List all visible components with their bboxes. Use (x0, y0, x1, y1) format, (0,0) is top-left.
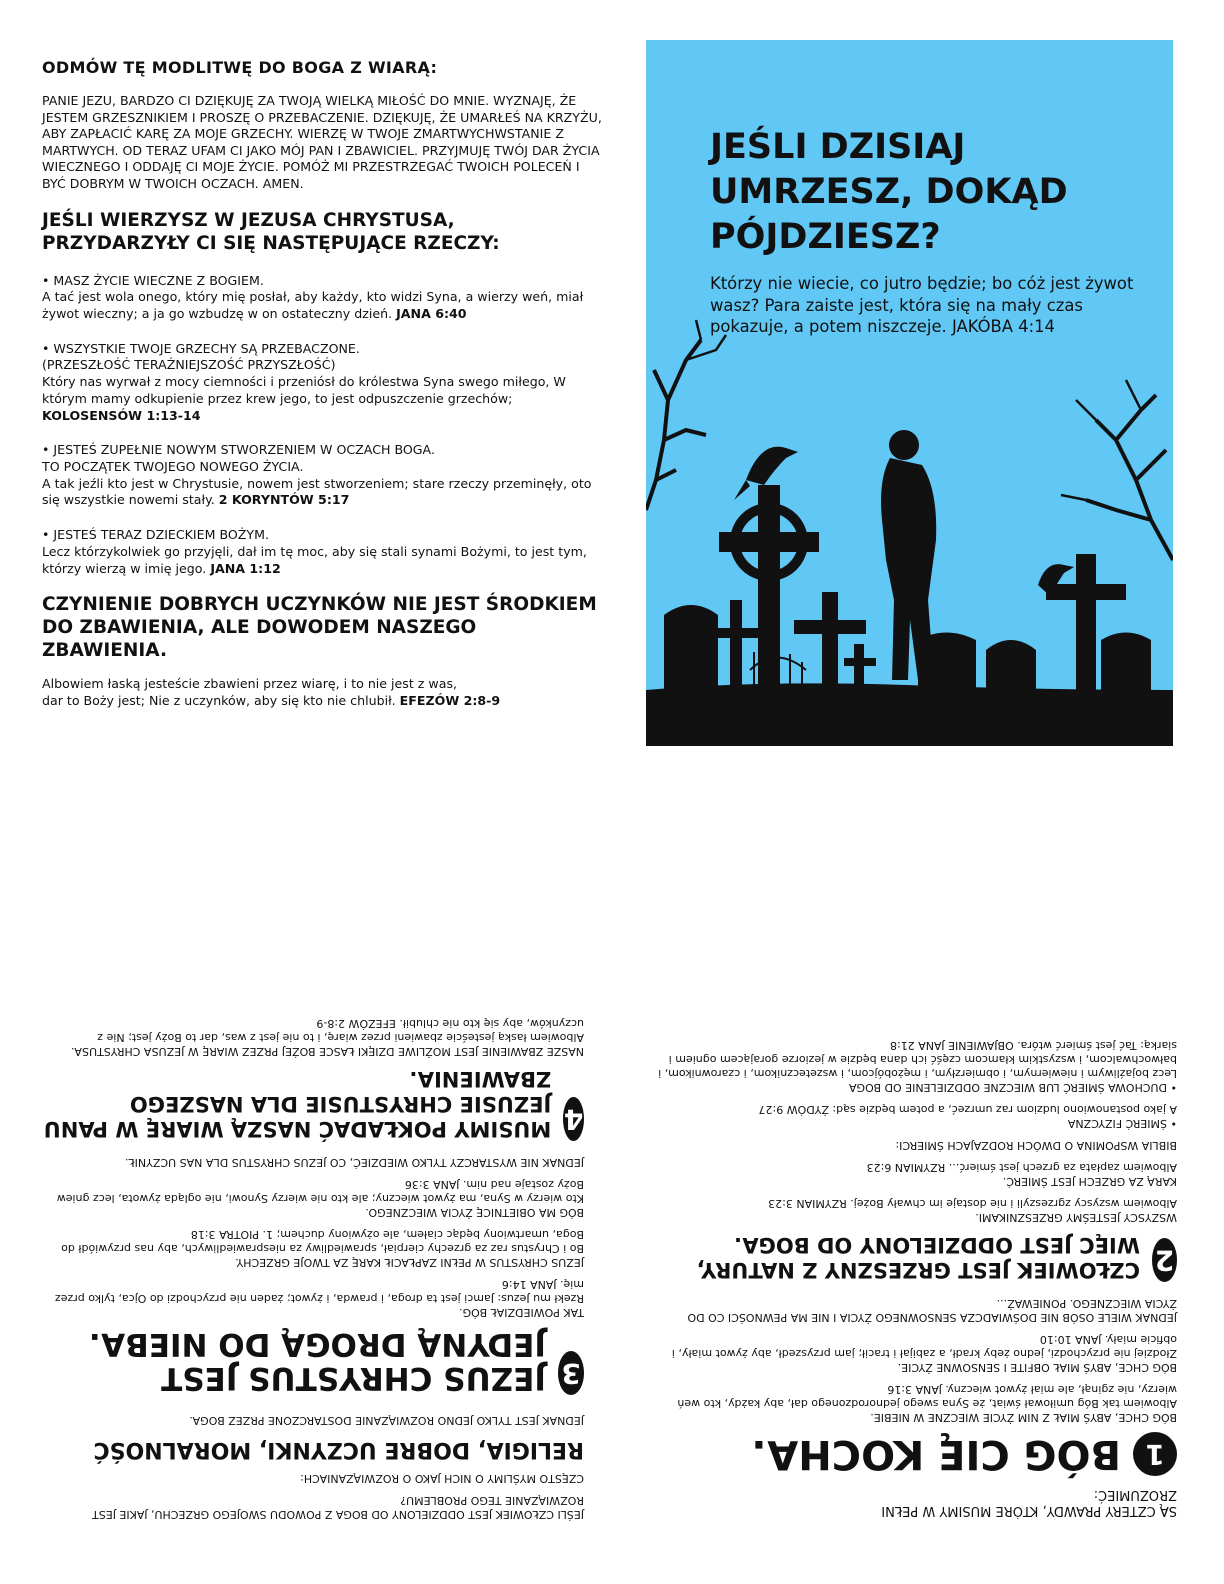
four-truths-intro: SĄ CZTERY PRAWDY, KTÓRE MUSIMY W PEŁNI ZROZUMIEĆ: (881, 1487, 1177, 1518)
cover-title: JEŚLI DZISIAJ UMRZESZ, DOKĄD PÓJDZIESZ? (710, 127, 1068, 257)
truth-1-title: 1 BÓG CIĘ KOCHA. (652, 1432, 1177, 1476)
truths-1-2-panel: SĄ CZTERY PRAWDY, KTÓRE MUSIMY W PEŁNI ZROZUMIEĆ: 1 BÓG CIĘ KOCHA. BÓG CHCE, ABYŚ MIAŁ Z NIM ŻYCIE WIECZNE W NIEBIE. Albowiem tak Bóg umiłował świat, że Syna swego jednorodzonego dał, aby każdy, kto weń wierzy, nie zginął, ale miał żywot wieczny. JANA 3:16 BÓG CHCE, ABYŚ MIAŁ OBFITE I SENSOWNE ŻYCIE. Złodziej nie przychodzi, jedno żeby kradł, a zabijał i tracił; jam przyszedł, aby żywot miały, i obficie miały. JANA 10:10 JEDNAK WIELE OSÓB NIE DOŚWIADCZA SENSOWNEGO ŻYCIA I NIE MA PEWNOŚCI CO DO ŻYCIA WIECZNEGO. PONIEWAŻ... 2 CZŁOWIEK JEST GRZESZNY Z NATURY, WIĘC JEST ODDZIELONY OD BOGA. WSZYSCY JESTEŚMY GRZESZNIKAMI. Albowiem wszyscy zgrzeszyli i nie dostaje im chwały Bożej. RZYMIAN 3:23 KARĄ ZA GRZECH JEST ŚMIERĆ. Albowiem zapłata za grzech jest śmierć... RZYMIAN 6:23 BIBLIA WSPOMINA O DWÓCH RODZAJACH ŚMIERCI: • ŚMIERĆ FIZYCZNA A jako postanowiono ludziom raz umrzeć, a potem będzie sąd: ŻYDÓW 9:27 • DUCHOWA ŚMIERĆ LUB WIECZNE ODDZIELENIE OD BOGA Lecz bojaźliwym i niewiernym, i obmierzłym, i mężobójcom, i wszetecznikom, i czarownikom, i bałwochwalcom, i wszystkim kłamcom część ich dana będzie w jeziorze gorającem ogniem i siarką: Tać jest śmierć wtóra. OBJAWIENIE JANA 21:8 (652, 847, 1177, 1518)
works-heading: CZYNIENIE DOBRYCH UCZYNKÓW NIE JEST ŚRODKIEM DO ZBAWIENIA, ALE DOWODEM NASZEGO ZBAWIENIA. (42, 594, 597, 662)
truth-2-title: 2 CZŁOWIEK JEST GRZESZNY Z NATURY, WIĘC JEST ODDZIELONY OD BOGA. (652, 1232, 1177, 1282)
believe-heading: JEŚLI WIERZYSZ W JEZUSA CHRYSTUSA, PRZYDARZYŁY CI SIĘ NASTĘPUJĄCE RZECZY: (42, 209, 500, 254)
religion-works-morality: RELIGIA, DOBRE UCZYNKI, MORALNOŚĆ (93, 1437, 584, 1462)
grace-verse: Albowiem łaską jesteście zbawieni przez wiarę, i to nie jest z was, dar to Boży jest; Nie z uczynków, aby się kto nie chlubił. EFEZÓW 2:8-9 (42, 676, 501, 709)
benefit-item: • WSZYSTKIE TWOJE GRZECHY SĄ PRZEBACZONE. (PRZESZŁOŚĆ TERAŹNIEJSZOŚĆ PRZYSZŁOŚĆ) Który nas wyrwał z mocy ciemności i przeniósł do królestwa Syna swego miłego, W którym mamy odkupienie przez krew jego, to jest odpuszczenie grzechów; KOLOSENSÓW 1:13-14 (42, 340, 566, 423)
truths-3-4-panel: JEŚLI CZŁOWIEK JEST ODDZIELONY OD BOGA Z POWODU SWOJEGO GRZECHU, JAKIE JEST ROZWIĄZANIE TEGO PROBLEMU? CZĘSTO MYŚLIMY O NICH JAKO O ROZWIĄZANIACH: RELIGIA, DOBRE UCZYNKI, MORALNOŚĆ JEDNAK JEST TYLKO JEDNO ROZWIĄZANIE DOSTARCZONE PRZEZ BOGA. 3 JEZUS CHRYSTUS JEST JEDYNĄ DROGĄ DO NIEBA. TAK POWIEDZIAŁ BÓG. Rzekł mu Jezus: Jamci jest ta droga, i prawda, i żywot; żaden nie przychodzi do Ojca, tylko przez mię. JANA 14:6 JEZUS CHRYSTUS W PEŁNI ZAPŁACIŁ KARĘ ZA TWOJE GRZECHY. Bo i Chrystus raz za grzechy cierpiał, sprawiedliwy za niesprawiedliwych, aby nas przywiódł do Boga, umartwiony będąc ciałem, ale ożywiony duchem; 1. PIOTRA 3:18 BÓG MA OBIETNICĘ ŻYCIA WIECZNEGO. Kto wierzy w Syna, ma żywot wieczny; ale kto nie wierzy Synowi, nie ogląda żywota, lecz gniew Boży zostaje nad nim. JANA 3:36 JEDNAK NIE WYSTARCZY TYLKO WIEDZIEĆ, CO JEZUS CHRYSTUS DLA NAS UCZYNIŁ. 4 MUSIMY POKŁADAĆ NASZĄ WIARĘ W PANU JEZUSIE CHRYSTUSIE DLA NASZEGO ZBAWIENIA. NASZE ZBAWIENIE JEST MOŻLIWE DZIĘKI ŁASCE BOŻEJ PRZEZ WIARĘ W JEZUSA CHRYSTUSA. Albowiem łaską jesteście zbawieni przez wiarę, i to nie jest z was, dar to Boży jest; Nie z uczynków, aby się kto nie chlubił. EFEZÓW 2:8-9 (40, 836, 584, 1521)
benefit-item: • JESTEŚ TERAZ DZIECKIEM BOŻYM. Lecz którzykolwiek go przyjęli, dał im tę moc, aby się stali synami Bożymi, to jest tym, którzy wierzą w imię jego. JANA 1:12 (42, 527, 587, 576)
cover-verse: Którzy nie wiecie, co jutro będzie; bo cóż jest żywot wasz? Para zaiste jest, która się na mały czas pokazuje, a potem niszczeje. JAKÓBA 4:14 (710, 274, 1134, 336)
cover-panel (646, 40, 1173, 746)
truth-3-title: 3 JEZUS CHRYSTUS JEST JEDYNĄ DROGĄ DO NIEBA. (40, 1327, 584, 1395)
prayer-text: PANIE JEZU, BARDZO CI DZIĘKUJĘ ZA TWOJĄ WIELKĄ MIŁOŚĆ DO MNIE. WYZNAJĘ, ŻE JESTEM GRZESZNIKIEM I PROSZĘ O PRZEBACZENIE. DZIĘKUJĘ, ŻE UMARŁEŚ NA KRZYŻU, ABY ZAPŁACIĆ KARĘ ZA MOJE GRZECHY. WIERZĘ W TWOJE ZMARTWYCHWSTANIE Z MARTWYCH. OD TERAZ UFAM CI JAKO MÓJ PAN I ZBAWICIEL. PRZYJMUJĘ TWÓJ DAR ŻYCIA WIECZNEGO I ODDAJĘ CI MOJE ŻYCIE. POMÓŻ MI PRZESTRZEGAĆ TWOICH POLECEŃ I BYĆ DOBRYM W TWOICH OCZACH. AMEN. (42, 93, 602, 191)
number-badge: 4 (563, 1097, 584, 1141)
number-badge: 2 (1152, 1238, 1177, 1282)
prayer-heading: ODMÓW TĘ MODLITWĘ DO BOGA Z WIARĄ: (42, 58, 438, 77)
prayer-panel (42, 58, 602, 710)
number-badge: 3 (558, 1351, 584, 1395)
benefit-item: • MASZ ŻYCIE WIECZNE Z BOGIEM. A tać jest wola onego, który mię posłał, aby każdy, kto widzi Syna, a wierzy weń, miał żywot wieczny; a ja go wzbudzę w on ostateczny dzień. JANA 6:40 (42, 272, 584, 321)
number-badge: 1 (1133, 1432, 1177, 1476)
problem-intro: JEŚLI CZŁOWIEK JEST ODDZIELONY OD BOGA Z POWODU SWOJEGO GRZECHU, JAKIE JEST ROZWIĄZANIE TEGO PROBLEMU? (92, 1494, 584, 1521)
truth-4-title: 4 MUSIMY POKŁADAĆ NASZĄ WIARĘ W PANU JEZUSIE CHRYSTUSIE DLA NASZEGO ZBAWIENIA. (43, 1067, 584, 1141)
benefit-item: • JESTEŚ ZUPEŁNIE NOWYM STWORZENIEM W OCZACH BOGA. TO POCZĄTEK TWOJEGO NOWEGO ŻYCIA. A tak jeźli kto jest w Chrystusie, nowem jest stworzeniem; stare rzeczy przeminęły, oto się wszystkie nowemi stały. 2 KORYNTÓW 5:17 (42, 442, 592, 508)
